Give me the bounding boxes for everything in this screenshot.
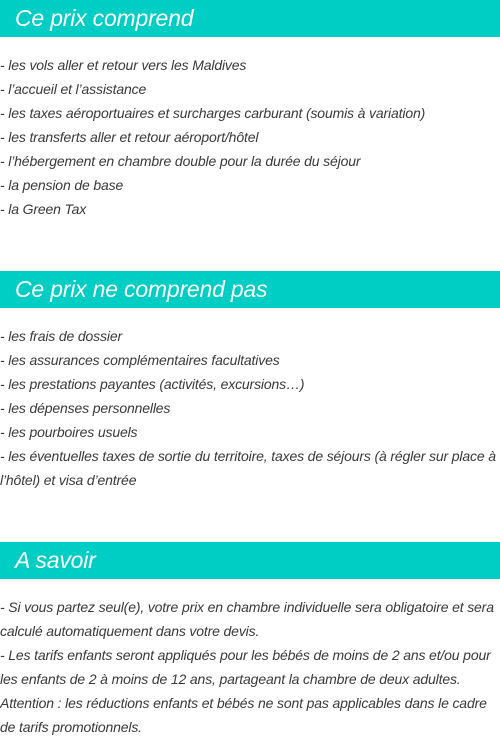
list-item: - Si vous partez seul(e), votre prix en chambre individuelle sera obligatoire et sera calculé automatiquement dans votre devis. — [0, 599, 494, 639]
section-title-included: Ce prix comprend — [0, 0, 500, 37]
section-title-not-included: Ce prix ne comprend pas — [0, 271, 500, 308]
good-to-know-list — [0, 595, 500, 739]
list-item: - les vols aller et retour vers les Maldives — [0, 57, 247, 73]
list-item: - les éventuelles taxes de sortie du territoire, taxes de séjours (à régler sur place à l’hôtel) et visa d’entrée — [0, 448, 496, 488]
list-item: - les assurances complémentaires facultatives — [0, 352, 280, 368]
not-included-list — [0, 324, 500, 492]
list-item: - la Green Tax — [0, 201, 87, 217]
list-item: - l’accueil et l’assistance — [0, 81, 147, 97]
list-item: - les prestations payantes (activités, excursions…) — [0, 376, 305, 392]
list-item: - les frais de dossier — [0, 328, 122, 344]
list-item: - les pourboires usuels — [0, 424, 138, 440]
list-item: - les taxes aéroportuaires et surcharges carburant (soumis à variation) — [0, 105, 426, 121]
list-item: - Les tarifs enfants seront appliqués pour les bébés de moins de 2 ans et/ou pour les enfants de 2 à moins de 12 ans, partageant la chambre de deux adultes. — [0, 647, 491, 687]
list-item: - l’hébergement en chambre double pour la durée du séjour — [0, 153, 361, 169]
section-title-good-to-know: A savoir — [0, 542, 500, 579]
list-item: Attention : les réductions enfants et bébés ne sont pas applicables dans le cadre de tarifs promotionnels. — [0, 695, 487, 735]
list-item: - les transferts aller et retour aéroport/hôtel — [0, 129, 259, 145]
list-item: - les dépenses personnelles — [0, 400, 171, 416]
list-item: - la pension de base — [0, 177, 124, 193]
included-list — [0, 53, 500, 221]
